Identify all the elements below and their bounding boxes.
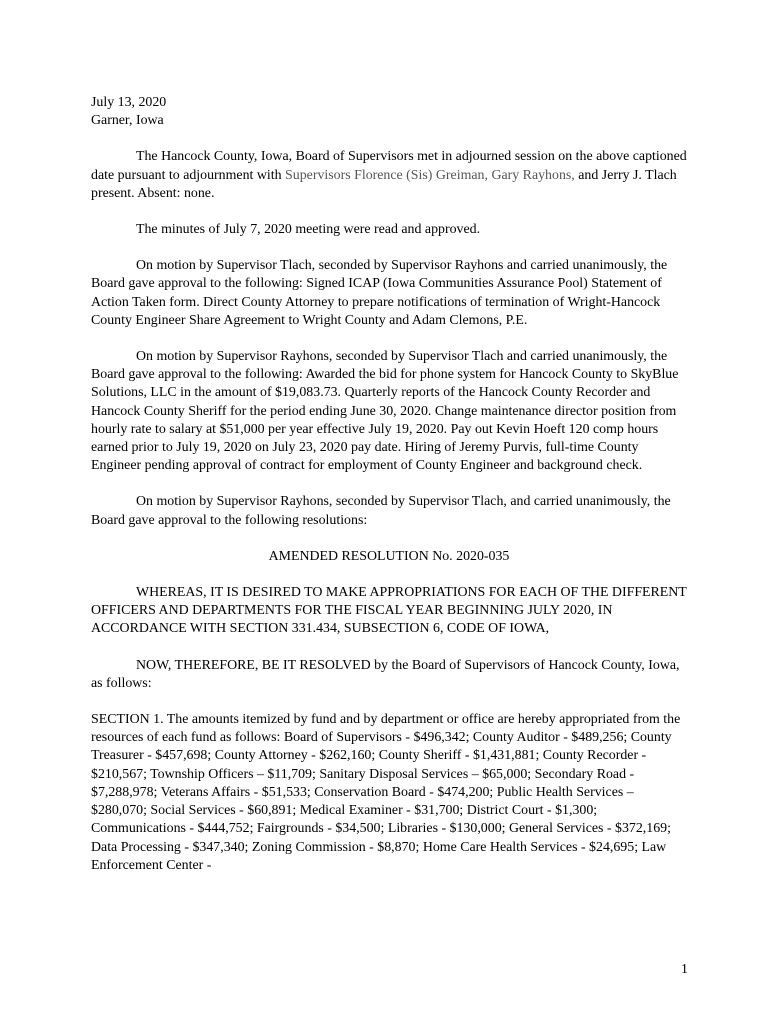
opening-text-1: The Hancock County, Iowa, Board of Supervisors met in adjourned session on the above captioned date pursuant to adjournment with [91,149,687,183]
resolution-therefore: NOW, THEREFORE, BE IT RESOLVED by the Board of Supervisors of Hancock County, Iowa, as follows: [91,657,680,691]
opening-text-2: and Jerry J. Tlach present. Absent: none. [91,167,677,201]
supervisors-present: Supervisors Florence (Sis) Greiman, Gary Rayhons, [285,167,575,183]
page-number: 1 [681,962,688,977]
opening-paragraph [91,148,687,203]
resolution-title: AMENDED RESOLUTION No. 2020-035 [268,548,510,564]
resolution-whereas: WHEREAS, IT IS DESIRED TO MAKE APPROPRIATIONS FOR EACH OF THE DIFFERENT OFFICERS AND DEPARTMENTS FOR THE FISCAL YEAR BEGINNING JULY 2020, IN ACCORDANCE WITH SECTION 331.434, SUBSECTION 6, CODE OF IOWA, [91,585,687,637]
motion-paragraph-2: On motion by Supervisor Rayhons, seconded by Supervisor Tlach and carried unanimously, the Board gave approval to the following: Awarded the bid for phone system for Hancock County to SkyBlue Solutions, LLC in the amount of $19,083.73. Quarterly reports of the Hancock County Recorder and Hancock County Sheriff for the period ending June 30, 2020. Change maintenance director position from hourly rate to salary at $51,000 per year effective July 19, 2020. Pay out Kevin Hoeft 120 comp hours earned prior to July 19, 2020 on July 23, 2020 pay date. Hiring of Jeremy Purvis, full-time County Engineer pending approval of contract for employment of County Engineer and background check. [91,349,679,474]
resolution-section-1: SECTION 1. The amounts itemized by fund and by department or office are hereby appropriated from the resources of each fund as follows: Board of Supervisors - $496,342; County Auditor - $489,256; County Treasurer - $457,698; County Attorney - $262,160; County Sheriff - $1,431,881; County Recorder - $210,567; Township Officers – $11,709; Sanitary Disposal Services – $65,000; Secondary Road - $7,288,978; Veterans Affairs - $51,533; Conservation Board - $474,200; Public Health Services – $280,070; Social Services - $60,891; Medical Examiner - $31,700; District Court - $1,300; Communications - $444,752; Fairgrounds - $34,500; Libraries - $130,000; General Services - $372,169; Data Processing - $347,340; Zoning Commission - $8,870; Home Care Health Services - $24,695; Law Enforcement Center - [91,712,681,873]
minutes-paragraph: The minutes of July 7, 2020 meeting were read and approved. [136,222,481,238]
motion-paragraph-3: On motion by Supervisor Rayhons, seconded by Supervisor Tlach, and carried unanimously, the Board gave approval to the following resolutions: [91,494,671,528]
meeting-place: Garner, Iowa [91,113,164,129]
motion-paragraph-1: On motion by Supervisor Tlach, seconded by Supervisor Rayhons and carried unanimously, the Board gave approval to the following: Signed ICAP (Iowa Communities Assurance Pool) Statement of Action Taken form. Direct County Attorney to prepare notifications of termination of Wright-Hancock County Engineer Share Agreement to Wright County and Adam Clemons, P.E. [91,258,668,328]
document-body [91,94,687,875]
meeting-date: July 13, 2020 [91,95,167,110]
